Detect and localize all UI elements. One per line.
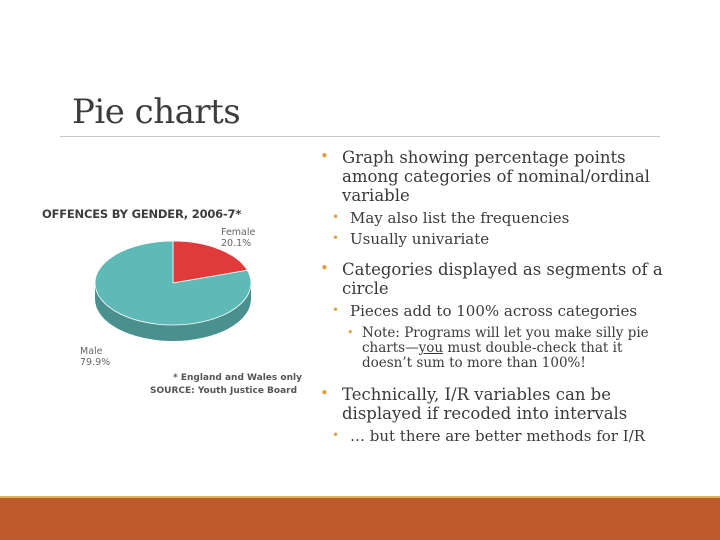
bullet-dot: •	[332, 210, 340, 224]
bullet-level2: • Usually univariate	[332, 230, 490, 248]
chart-source: SOURCE: Youth Justice Board	[150, 386, 298, 396]
slice-label-male: Male 79.9%	[80, 346, 111, 368]
bullet-level2: • … but there are better methods for I/R	[332, 427, 645, 445]
bullet-level1: • Graph showing percentage points among categories of nominal/ordinal variable	[320, 147, 650, 205]
bullet-dot: •	[320, 147, 329, 165]
bullet-level1: • Technically, I/R variables can be displayed if recoded into intervals	[320, 384, 628, 423]
title-divider	[60, 136, 660, 137]
bullet-level3: • Note: Programs will let you make silly pie charts—you must double-check that it doesn’t sum to more than 100%!	[347, 325, 649, 371]
bullet-list	[318, 148, 663, 445]
bullet-dot: •	[332, 428, 340, 442]
bullet-level2: • Pieces add to 100% across categories	[332, 302, 638, 320]
bullet-level2: • May also list the frequencies	[332, 209, 570, 227]
bullet-dot: •	[347, 326, 354, 339]
bullet-dot: •	[320, 259, 329, 277]
underlined-word: you	[418, 340, 444, 356]
bullet-dot: •	[332, 303, 340, 317]
bullet-dot: •	[320, 384, 329, 402]
chart-footnote: * England and Wales only	[173, 373, 302, 383]
slice-label-female: Female 20.1%	[221, 227, 256, 249]
pie-chart-figure	[40, 203, 305, 413]
slide-title: Pie charts	[72, 92, 241, 132]
chart-title: OFFENCES BY GENDER, 2006-7*	[42, 207, 242, 221]
bullet-dot: •	[332, 231, 340, 245]
footer-bar	[0, 498, 720, 540]
bullet-level1: • Categories displayed as segments of a circle	[320, 259, 663, 298]
